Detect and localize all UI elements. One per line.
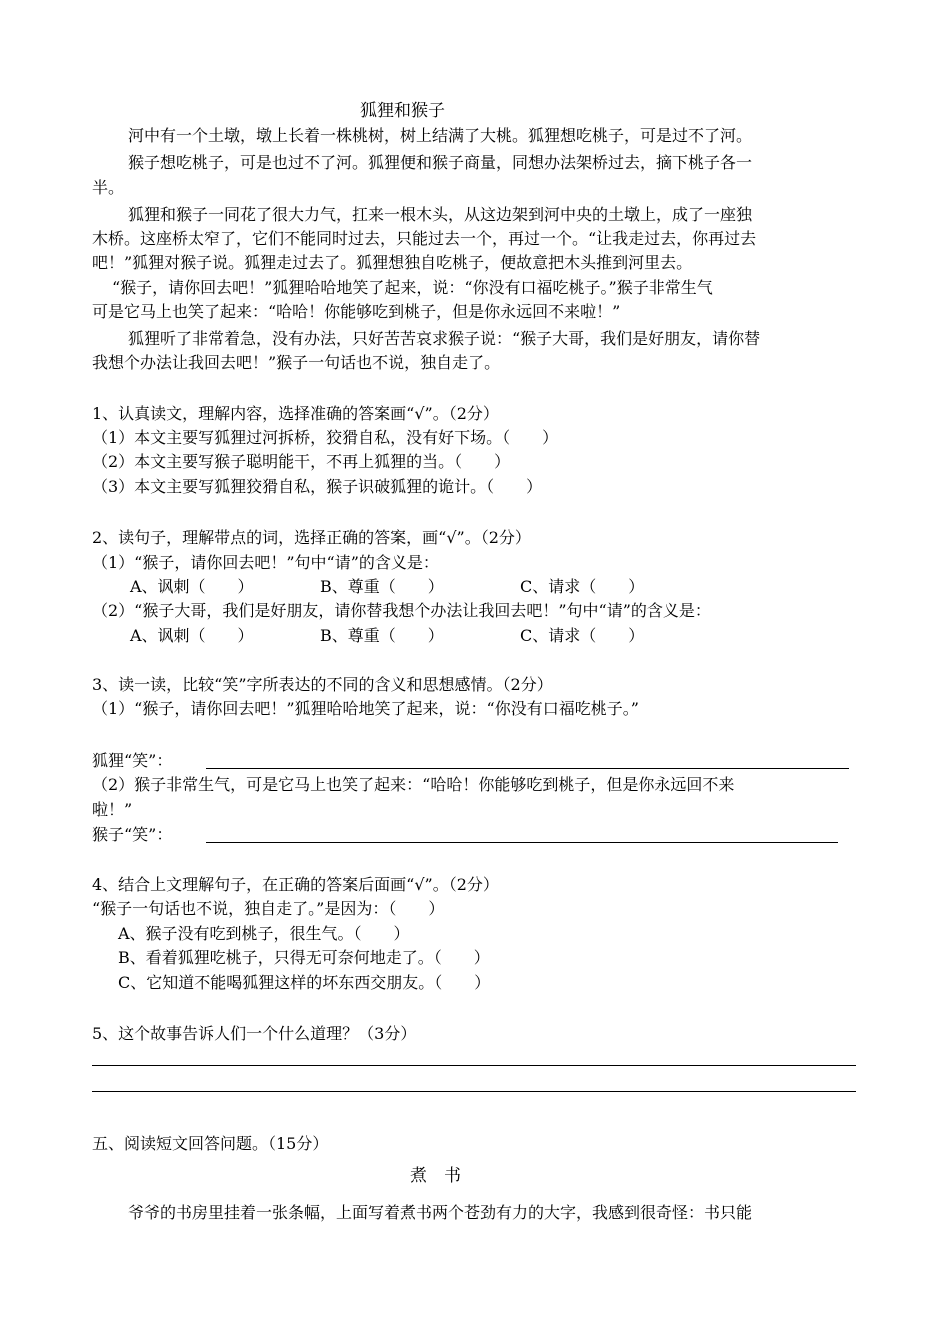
story-title: 狐狸和猴子 xyxy=(360,101,445,121)
q2-sub2-choice-b: B、尊重（ ） xyxy=(320,626,444,645)
q3-sub1: （1）“猴子，请你回去吧！”狐狸哈哈地笑了起来，说：“你没有口福吃桃子。” xyxy=(92,699,639,718)
q3-answer2-line[interactable] xyxy=(206,842,838,843)
q4-sentence: “猴子一句话也不说，独自走了。”是因为：（ ） xyxy=(92,899,445,918)
q4-option-c: C、它知道不能喝狐狸这样的坏东西交朋友。（ ） xyxy=(118,973,491,992)
q4-prompt: 4、结合上文理解句子，在正确的答案后面画“√”。（2分） xyxy=(92,875,499,894)
q4-option-a: A、猴子没有吃到桃子，很生气。（ ） xyxy=(118,924,410,943)
story-line-2: 猴子想吃桃子，可是也过不了河。狐狸便和猴子商量，同想办法架桥过去，摘下桃子各一 xyxy=(128,153,753,172)
q2-sub2: （2）“猴子大哥，我们是好朋友，请你替我想个办法让我回去吧！”句中“请”的含义是： xyxy=(92,601,711,620)
q1-option-3: （3）本文主要写狐狸狡猾自私，猴子识破狐狸的诡计。（ ） xyxy=(92,477,543,496)
story-line-10: 我想个办法让我回去吧！”猴子一句话也不说，独自走了。 xyxy=(92,353,501,372)
q3-answer2-label: 猴子“笑”： xyxy=(92,825,173,844)
q2-sub1-choice-a: A、讽刺（ ） xyxy=(130,577,254,596)
q5-answer-line-1[interactable] xyxy=(92,1065,856,1066)
q5-answer-line-2[interactable] xyxy=(92,1091,856,1092)
q2-sub2-choice-c: C、请求（ ） xyxy=(520,626,645,645)
q3-prompt: 3、读一读，比较“笑”字所表达的不同的含义和思想感情。（2分） xyxy=(92,675,553,694)
section5-first-line: 爷爷的书房里挂着一张条幅，上面写着煮书两个苍劲有力的大字，我感到很奇怪：书只能 xyxy=(128,1203,753,1222)
q1-prompt: 1、认真读文，理解内容，选择准确的答案画“√”。（2分） xyxy=(92,404,499,423)
section5-heading: 五、阅读短文回答问题。（15分） xyxy=(92,1134,329,1153)
q1-option-1: （1）本文主要写狐狸过河拆桥，狡猾自私，没有好下场。（ ） xyxy=(92,428,559,447)
q2-sub1: （1）“猴子，请你回去吧！”句中“请”的含义是： xyxy=(92,553,439,572)
story-line-1: 河中有一个土墩，墩上长着一株桃树，树上结满了大桃。狐狸想吃桃子，可是过不了河。 xyxy=(128,126,753,145)
q3-answer1-line[interactable] xyxy=(206,768,849,769)
q2-sub1-choice-c: C、请求（ ） xyxy=(520,577,645,596)
story-line-6: 吧！”狐狸对猴子说。狐狸走过去了。狐狸想独自吃桃子，便故意把木头推到河里去。 xyxy=(92,253,693,272)
q2-sub1-choice-b: B、尊重（ ） xyxy=(320,577,444,596)
q3-sub2-line1: （2）猴子非常生气，可是它马上也笑了起来：“哈哈！你能够吃到桃子，但是你永远回不来 xyxy=(92,775,735,794)
story-line-8: 可是它马上也笑了起来：“哈哈！你能够吃到桃子，但是你永远回不来啦！” xyxy=(92,302,621,321)
q3-answer1-label: 狐狸“笑”： xyxy=(92,751,173,770)
story-line-7: “猴子，请你回去吧！”狐狸哈哈地笑了起来，说：“你没有口福吃桃子。”猴子非常生气 xyxy=(112,278,713,297)
story-line-3: 半。 xyxy=(92,178,125,197)
q1-option-2: （2）本文主要写猴子聪明能干，不再上狐狸的当。（ ） xyxy=(92,452,511,471)
q4-option-b: B、看着狐狸吃桃子，只得无可奈何地走了。（ ） xyxy=(118,948,490,967)
story-line-9: 狐狸听了非常着急，没有办法，只好苦苦哀求猴子说：“猴子大哥，我们是好朋友，请你替 xyxy=(128,329,761,348)
q5-prompt: 5、这个故事告诉人们一个什么道理？（3分） xyxy=(92,1024,417,1043)
q3-sub2-line2: 啦！” xyxy=(92,800,133,819)
story-line-5: 木桥。这座桥太窄了，它们不能同时过去，只能过去一个，再过一个。“让我走过去，你再过去 xyxy=(92,229,757,248)
q2-sub2-choice-a: A、讽刺（ ） xyxy=(130,626,254,645)
story-line-4: 狐狸和猴子一同花了很大力气，扛来一根木头，从这边架到河中央的土墩上，成了一座独 xyxy=(128,205,753,224)
section5-title: 煮 书 xyxy=(410,1166,461,1186)
q2-prompt: 2、读句子，理解带点的词，选择正确的答案，画“√”。（2分） xyxy=(92,528,531,547)
